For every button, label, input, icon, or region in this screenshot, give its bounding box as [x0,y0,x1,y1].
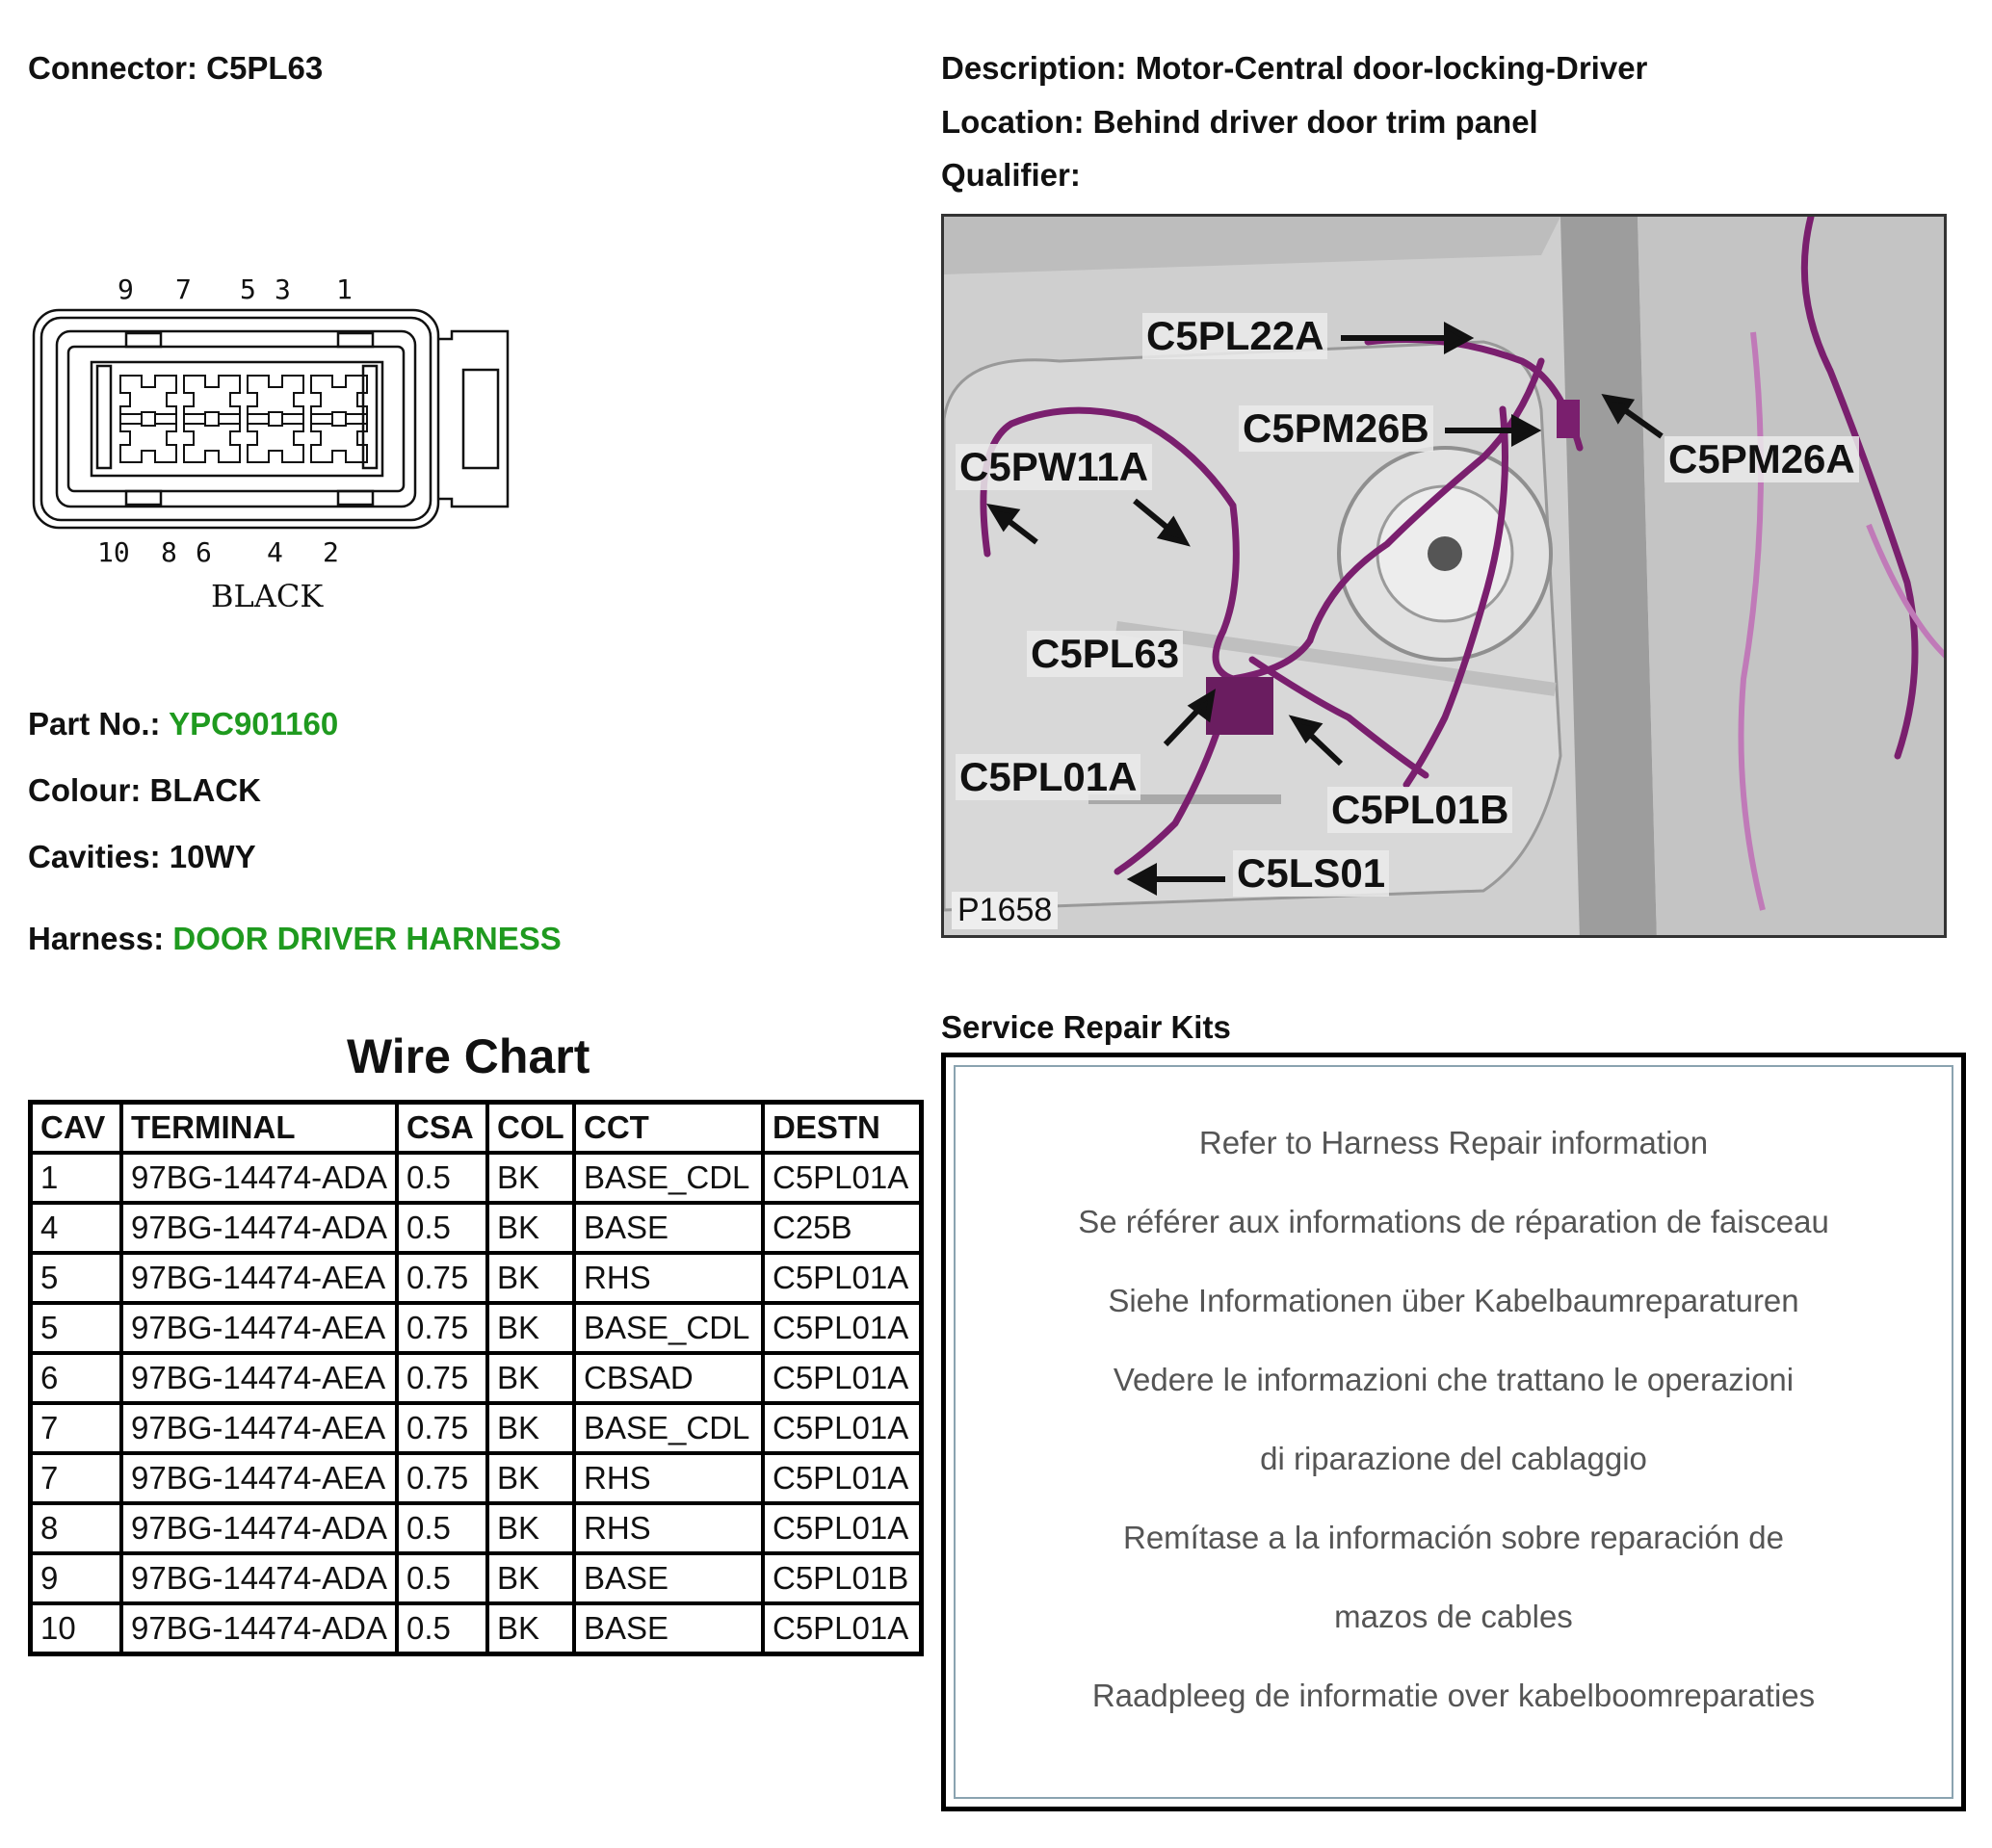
callout-c5pl01a: C5PL01A [956,754,1140,800]
pin-label-4: 4 [267,536,283,568]
qualifier-line [941,157,1081,194]
table-row [31,1453,922,1503]
table-row [31,1253,922,1303]
repair-line-es-1: Remítase a la información sobre reparación de [1122,1520,1785,1555]
cell-terminal: 97BG-14474-AEA [121,1453,397,1503]
cell-col: BK [487,1253,574,1303]
cell-cav: 5 [31,1303,122,1353]
colour-value: BLACK [149,772,261,808]
cell-destn: C5PL01A [763,1153,922,1203]
cell-col: BK [487,1453,574,1503]
callout-c5pl22a: C5PL22A [1142,313,1327,359]
cavities-line [28,839,256,875]
cell-csa: 0.5 [397,1503,487,1553]
cell-cct: CBSAD [574,1353,763,1403]
header-terminal: TERMINAL [121,1103,397,1154]
cell-cav: 1 [31,1153,122,1203]
description-value: Motor-Central door-locking-Driver [1135,50,1648,86]
cell-terminal: 97BG-14474-AEA [121,1303,397,1353]
connector-housing [34,310,508,528]
repair-line-it-1: Vedere le informazioni che trattano le operazioni [1113,1362,1795,1397]
table-row [31,1153,922,1203]
callout-c5pl63: C5PL63 [1027,631,1183,677]
callout-c5pl01b: C5PL01B [1327,787,1512,833]
pin-label-3: 3 [275,273,291,305]
callout-c5pm26a: C5PM26A [1664,436,1859,482]
header-cct: CCT [574,1103,763,1154]
cell-csa: 0.75 [397,1453,487,1503]
cell-cav: 5 [31,1253,122,1303]
header-destn: DESTN [763,1103,922,1154]
cell-terminal: 97BG-14474-AEA [121,1403,397,1453]
cell-terminal: 97BG-14474-ADA [121,1553,397,1603]
pin-label-8: 8 [161,536,177,568]
service-repair-inner-frame [954,1065,1953,1799]
callout-c5ls01: C5LS01 [1233,850,1389,897]
cell-terminal: 97BG-14474-ADA [121,1153,397,1203]
cell-col: BK [487,1203,574,1253]
cell-cav: 8 [31,1503,122,1553]
table-header-row [31,1103,922,1154]
cell-cct: BASE [574,1603,763,1654]
repair-line-de: Siehe Informationen über Kabelbaumreparaturen [1108,1283,1799,1318]
cell-destn: C25B [763,1203,922,1253]
wire-chart-title: Wire Chart [347,1029,590,1083]
pin-label-2: 2 [323,536,339,568]
cell-cav: 6 [31,1353,122,1403]
cell-terminal: 97BG-14474-ADA [121,1503,397,1553]
cell-terminal: 97BG-14474-AEA [121,1253,397,1303]
repair-line-es-2: mazos de cables [1334,1599,1573,1634]
table-row [31,1353,922,1403]
cell-csa: 0.5 [397,1603,487,1654]
cell-cct: RHS [574,1253,763,1303]
colour-line [28,772,261,809]
wire-chart-table [28,1100,924,1656]
cell-csa: 0.5 [397,1553,487,1603]
service-repair-box [941,1053,1966,1811]
header-cav: CAV [31,1103,122,1154]
cell-cct: BASE_CDL [574,1403,763,1453]
cell-terminal: 97BG-14474-ADA [121,1203,397,1253]
cell-cct: BASE [574,1553,763,1603]
callout-c5pw11a: C5PW11A [956,444,1152,490]
connector-colour-label: BLACK [211,578,324,614]
pin-label-6: 6 [196,536,212,568]
cell-csa: 0.75 [397,1253,487,1303]
cell-csa: 0.75 [397,1303,487,1353]
repair-line-en: Refer to Harness Repair information [1198,1125,1709,1160]
connector-heading [28,50,323,87]
cell-col: BK [487,1153,574,1203]
repair-line-fr: Se référer aux informations de réparation de faisceau [1078,1204,1829,1239]
cell-col: BK [487,1503,574,1553]
location-label: Location: [941,104,1085,140]
cell-cav: 4 [31,1203,122,1253]
cell-destn: C5PL01A [763,1253,922,1303]
cell-col: BK [487,1603,574,1654]
qualifier-label: Qualifier: [941,157,1081,193]
cell-cav: 9 [31,1553,122,1603]
cavities-label: Cavities: [28,839,161,874]
cell-col: BK [487,1553,574,1603]
cell-destn: C5PL01A [763,1353,922,1403]
photo-id: P1658 [952,892,1058,929]
service-repair-title: Service Repair Kits [941,1009,1231,1045]
pin-label-9: 9 [118,273,134,305]
header-col: COL [487,1103,574,1154]
cell-destn: C5PL01A [763,1303,922,1353]
connector-value: C5PL63 [206,50,324,86]
table-row [31,1403,922,1453]
colour-label: Colour: [28,772,142,808]
location-photo [941,214,1947,938]
cell-destn: C5PL01A [763,1453,922,1503]
pin-label-5: 5 [240,273,256,305]
cell-col: BK [487,1353,574,1403]
callout-c5pm26b: C5PM26B [1239,405,1433,452]
cell-cav: 7 [31,1403,122,1453]
connector-face-diagram [28,270,529,626]
cell-cct: BASE_CDL [574,1303,763,1353]
table-row [31,1603,922,1654]
cell-destn: C5PL01A [763,1603,922,1654]
part-number-line [28,706,338,742]
cell-csa: 0.5 [397,1203,487,1253]
table-row [31,1303,922,1353]
connector-label: Connector: [28,50,197,86]
cell-destn: C5PL01A [763,1503,922,1553]
cell-destn: C5PL01B [763,1553,922,1603]
part-number-link[interactable]: YPC901160 [169,706,339,742]
repair-line-it-2: di riparazione del cablaggio [1260,1441,1647,1476]
cavities-value: 10WY [169,839,256,874]
cell-cav: 10 [31,1603,122,1654]
repair-line-nl: Raadpleeg de informatie over kabelboomreparaties [1091,1678,1816,1713]
cell-col: BK [487,1403,574,1453]
harness-label: Harness: [28,921,165,956]
cell-cct: RHS [574,1503,763,1553]
part-number-label: Part No.: [28,706,161,742]
location-value: Behind driver door trim panel [1092,104,1538,140]
cell-cct: BASE_CDL [574,1153,763,1203]
harness-link[interactable]: DOOR DRIVER HARNESS [172,921,562,956]
header-csa: CSA [397,1103,487,1154]
pin-label-1: 1 [336,273,353,305]
table-row [31,1503,922,1553]
location-line [941,104,1538,141]
cell-terminal: 97BG-14474-ADA [121,1603,397,1654]
cell-cct: BASE [574,1203,763,1253]
cell-cav: 7 [31,1453,122,1503]
table-row [31,1553,922,1603]
cell-csa: 0.75 [397,1353,487,1403]
description-line [941,50,1647,87]
cell-terminal: 97BG-14474-AEA [121,1353,397,1403]
terminal-cavities [120,376,367,462]
cell-cct: RHS [574,1453,763,1503]
cell-destn: C5PL01A [763,1403,922,1453]
pin-label-7: 7 [175,273,192,305]
table-row [31,1203,922,1253]
harness-line [28,921,562,957]
cell-col: BK [487,1303,574,1353]
pin-label-10: 10 [97,536,130,568]
description-label: Description: [941,50,1127,86]
cell-csa: 0.75 [397,1403,487,1453]
cell-csa: 0.5 [397,1153,487,1203]
